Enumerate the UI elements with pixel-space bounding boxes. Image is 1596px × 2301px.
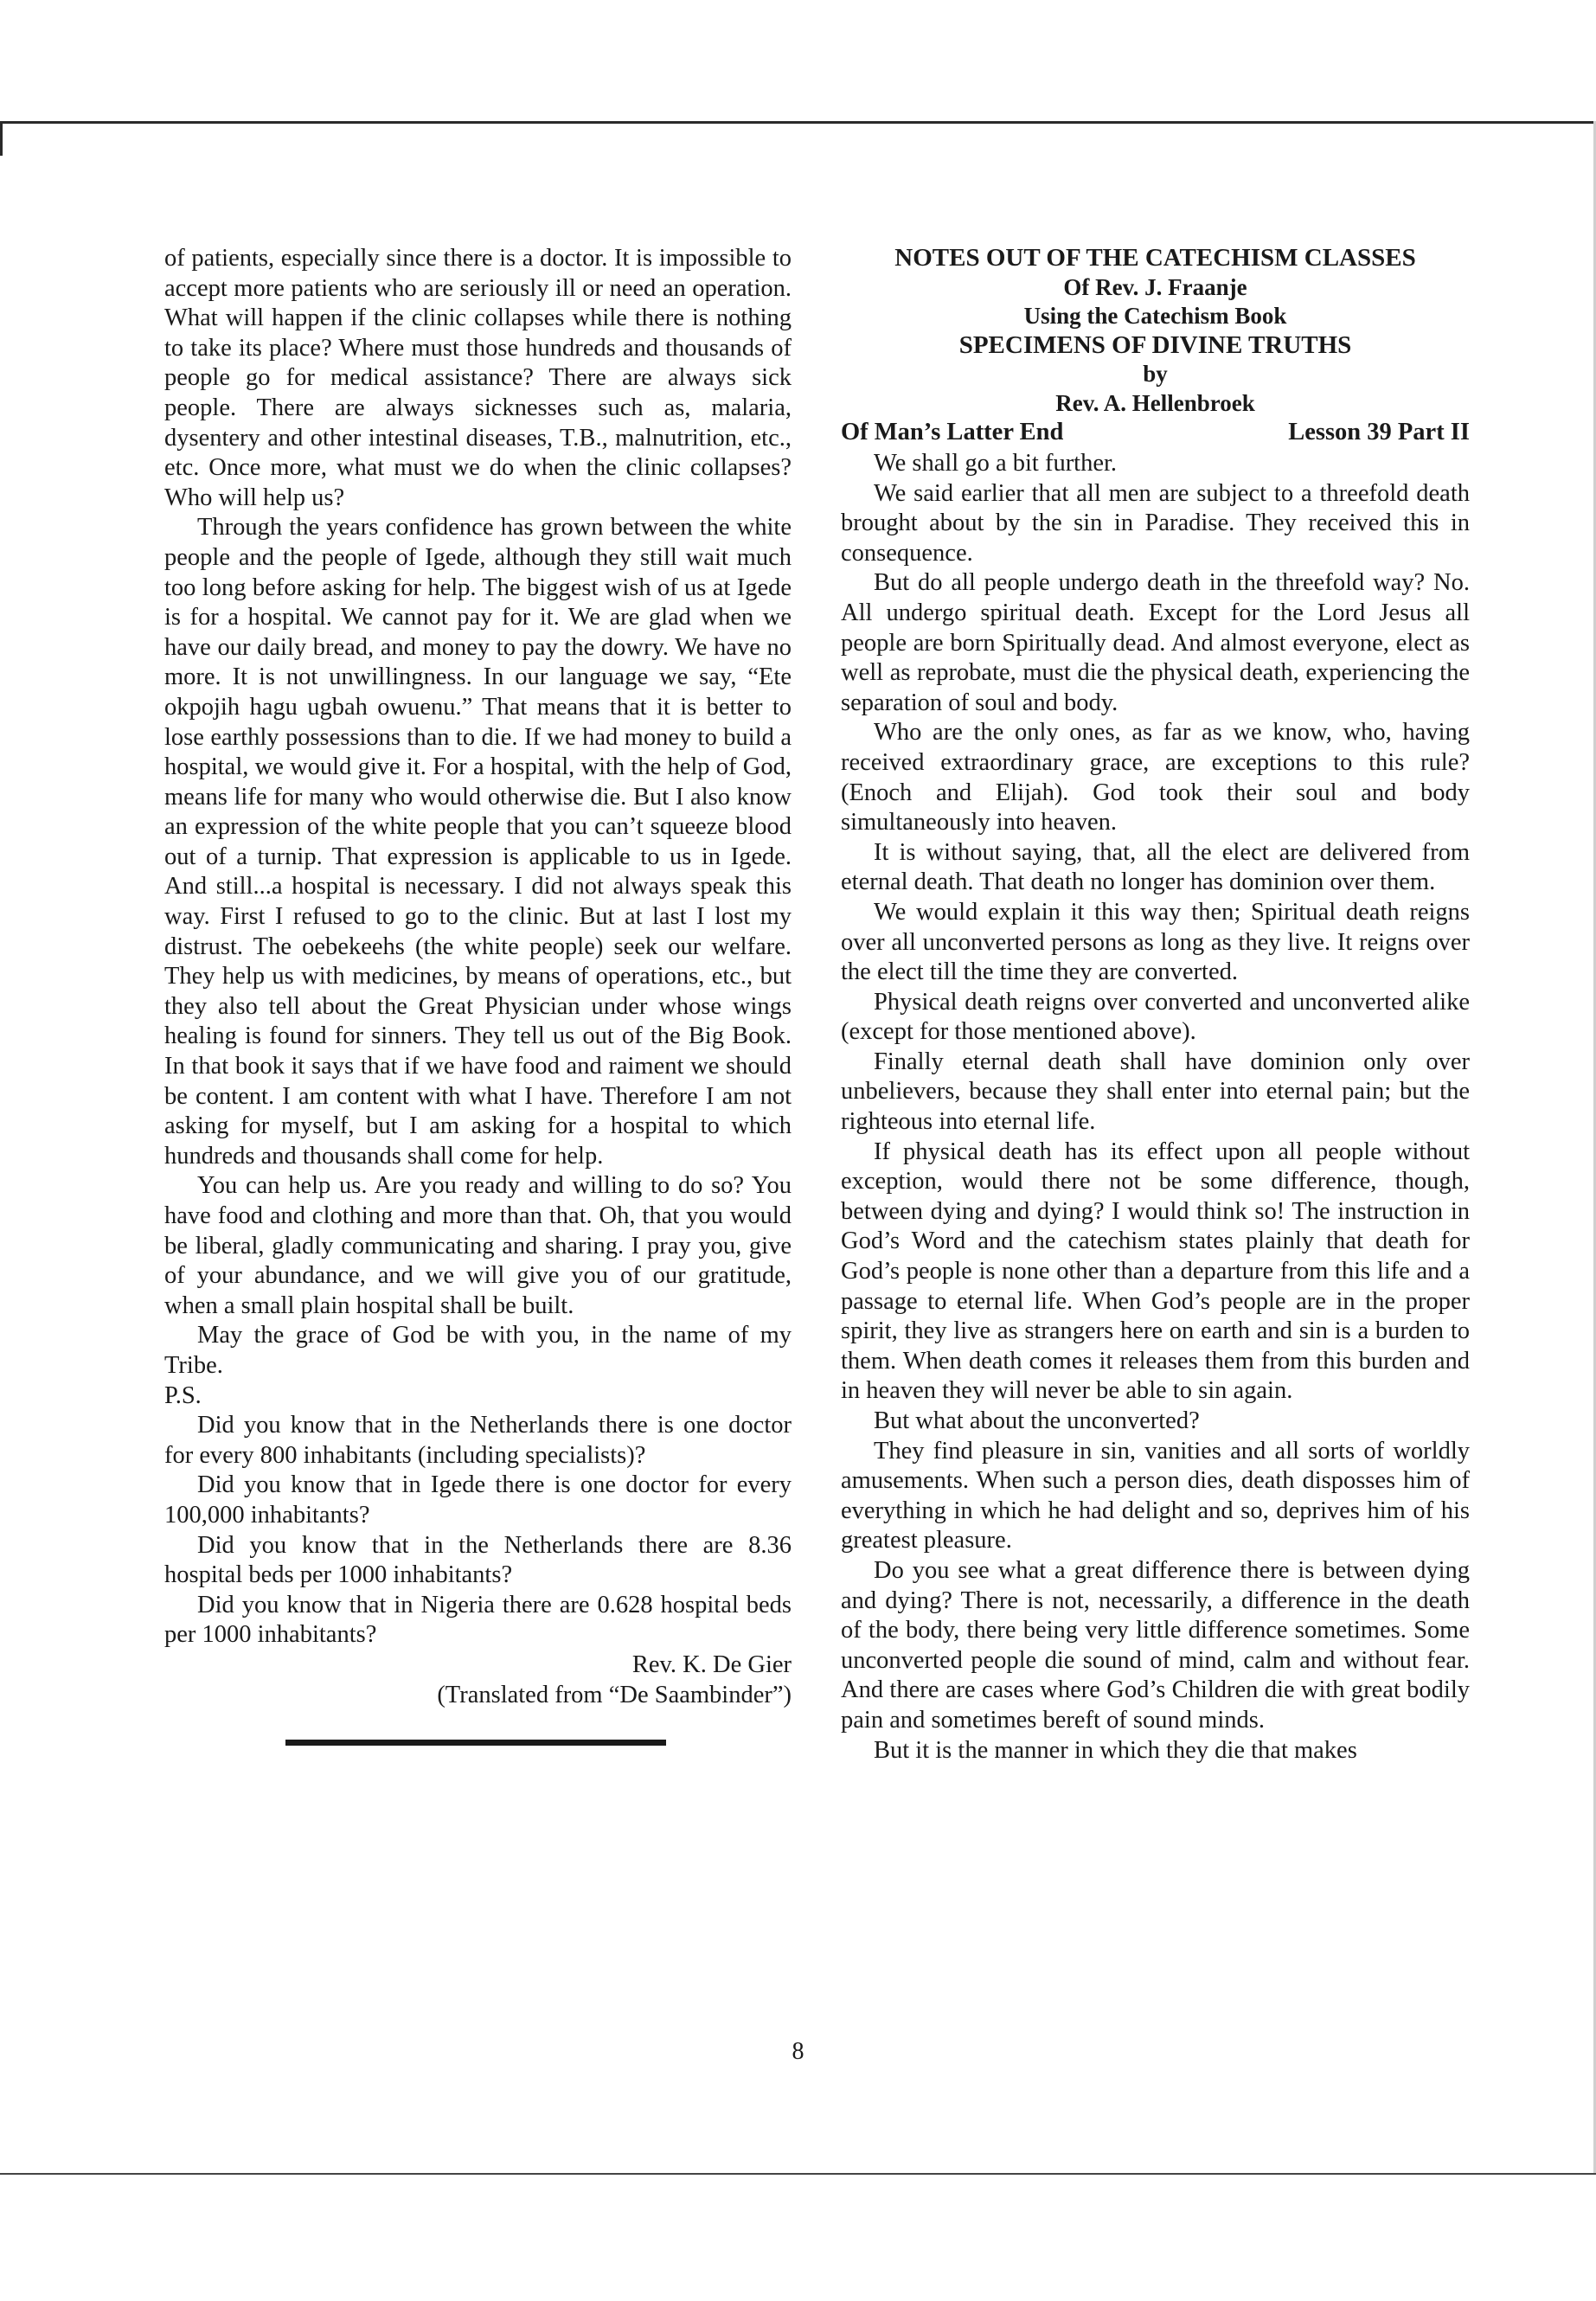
- article-header: [841, 244, 1470, 418]
- left-column: [164, 244, 792, 1746]
- right-paragraph-3: But do all people undergo death in the threefold way? No. All undergo spiritual death. Except for the Lord Jesus all people are born Spiritually dead. And almost everyone, elect as well as reprobate, must die the physical death, experiencing the separation of soul and body.: [841, 569, 1470, 716]
- lesson-number: Lesson 39 Part II: [1288, 419, 1470, 445]
- left-paragraph-1: of patients, especially since there is a doctor. It is impossible to accept more patients who are seriously ill or need an operation. What will happen if the clinic collapses while there is nothing to take its place? Where must those hundreds and thousands of people go for medical assistance? There are always sick people. There are always sicknesses such as, malaria, dysentery and other intestinal diseases, T.B., malnutrition, etc., etc. Once more, what must we do when the clinic collapses? Who will help us?: [164, 245, 792, 511]
- article-author: Of Rev. J. Fraanje: [1063, 273, 1247, 300]
- scan-edge-left-mark: [0, 121, 3, 156]
- right-paragraph-12: Do you see what a great difference there is between dying and dying? There is not, necessarily, a difference in the death of the body, there being very little difference sometimes. Some unconverted people die sound of mind, calm and without fear. And there are cases where God’s Children die with great bodily pain and sometimes bereft of sound minds.: [841, 1556, 1470, 1734]
- left-paragraph-3: You can help us. Are you ready and willing to do so? You have food and clothing and more than that. Oh, that you would be liberal, gladly communicating and sharing. I pray you, give of your abundance, and we will give you of our gratitude, when a small plain hospital shall be built.: [164, 1172, 792, 1319]
- right-paragraph-2: We said earlier that all men are subject to a threefold death brought about by the sin in Paradise. They received this in consequence.: [841, 479, 1470, 567]
- right-paragraph-4: Who are the only ones, as far as we know, who, having received extraordinary grace, are exceptions to this rule? (Enoch and Elijah). God took their soul and body simultaneously into heaven.: [841, 719, 1470, 836]
- article-title: NOTES OUT OF THE CATECHISM CLASSES: [894, 244, 1416, 272]
- right-paragraph-11: They find pleasure in sin, vanities and all sorts of worldly amusements. When such a person dies, death disposses him of everything in which he had delight and so, deprives him of his greatest pleasure.: [841, 1437, 1470, 1554]
- right-paragraph-7: Physical death reigns over converted and unconverted alike (except for those mentioned above).: [841, 988, 1470, 1046]
- book-author: Rev. A. Hellenbroek: [1055, 389, 1255, 416]
- right-paragraph-9: If physical death has its effect upon all people without exception, would there not be some difference, though, between dying and dying? I would think so! The instruction in God’s Word and the catechism states plainly that death for God’s people is none other than a departure from this life and a passage to eternal life. When God’s people are in the proper spirit, they live as strangers here on earth and sin is a burden to them. When death comes it releases them from this burden and in heaven they will never be able to sin again.: [841, 1138, 1470, 1405]
- right-column: [841, 244, 1470, 1766]
- right-paragraph-13: But it is the manner in which they die that makes: [874, 1736, 1357, 1764]
- right-paragraph-6: We would explain it this way then; Spiritual death reigns over all unconverted persons as long as they live. It reigns over the elect till the time they are converted.: [841, 898, 1470, 986]
- book-title: SPECIMENS OF DIVINE TRUTHS: [958, 330, 1352, 359]
- article-end-rule: [285, 1740, 666, 1746]
- right-paragraph-10: But what about the unconverted?: [874, 1407, 1200, 1434]
- left-paragraph-4: May the grace of God be with you, in the name of my Tribe.: [164, 1322, 792, 1379]
- lesson-line: [841, 418, 1470, 447]
- ps-paragraph-4: Did you know that in Nigeria there are 0.628 hospital beds per 1000 inhabitants?: [164, 1591, 792, 1649]
- by-label: by: [1143, 361, 1168, 387]
- ps-paragraph-2: Did you know that in Igede there is one doctor for every 100,000 inhabitants?: [164, 1471, 792, 1529]
- signature-source: (Translated from “De Saambinder”): [437, 1681, 792, 1708]
- left-paragraph-2: Through the years confidence has grown between the white people and the people of Igede, although they still wait much too long before asking for help. The biggest wish of us at Igede is for a hospital. We cannot pay for it. We are glad when we have our daily bread, and money to pay the dowry. We have no more. It is not unwillingness. In our language we say, “Ete okpojih hagu ugbah owuenu.” That means that it is better to lose earthly possessions than to die. If we had money to build a hospital, we would give it. For a hospital, with the help of God, means life for many who would otherwise die. But I also know an expression of the white people that you can’t squeeze blood out of a turnip. That expression is applicable to us in Igede. And still...a hospital is necessary. I did not always speak this way. First I refused to go to the clinic. But at last I lost my distrust. The oebekeehs (the white people) seek our welfare. They help us with medicines, by means of operations, etc., but they also tell about the Great Physician under whose wings healing is found for sinners. They tell us out of the Big Book. In that book it says that if we have food and raiment we should be content. I am content with what I have. Therefore I am not asking for myself, but I am asking for a hospital to which hundreds and thousands shall come for help.: [164, 514, 792, 1170]
- lesson-topic: Of Man’s Latter End: [841, 419, 1064, 445]
- ps-paragraph-1: Did you know that in the Netherlands there is one doctor for every 800 inhabitants (including specialists)?: [164, 1412, 792, 1469]
- signature-name: Rev. K. De Gier: [631, 1650, 792, 1678]
- page-number: 8: [792, 2038, 804, 2065]
- ps-label: P.S.: [164, 1381, 202, 1409]
- right-paragraph-1: We shall go a bit further.: [874, 450, 1118, 477]
- article-using: Using the Catechism Book: [1023, 303, 1287, 329]
- right-paragraph-8: Finally eternal death shall have dominion only over unbelievers, because they shall enter into eternal pain; but the righteous into eternal life.: [841, 1048, 1470, 1136]
- ps-paragraph-3: Did you know that in the Netherlands there are 8.36 hospital beds per 1000 inhabitants?: [164, 1531, 792, 1589]
- right-paragraph-5: It is without saying, that, all the elect are delivered from eternal death. That death no longer has dominion over them.: [841, 838, 1470, 896]
- scan-edge-top: [0, 121, 1596, 124]
- scan-edge-bottom: [0, 2173, 1596, 2175]
